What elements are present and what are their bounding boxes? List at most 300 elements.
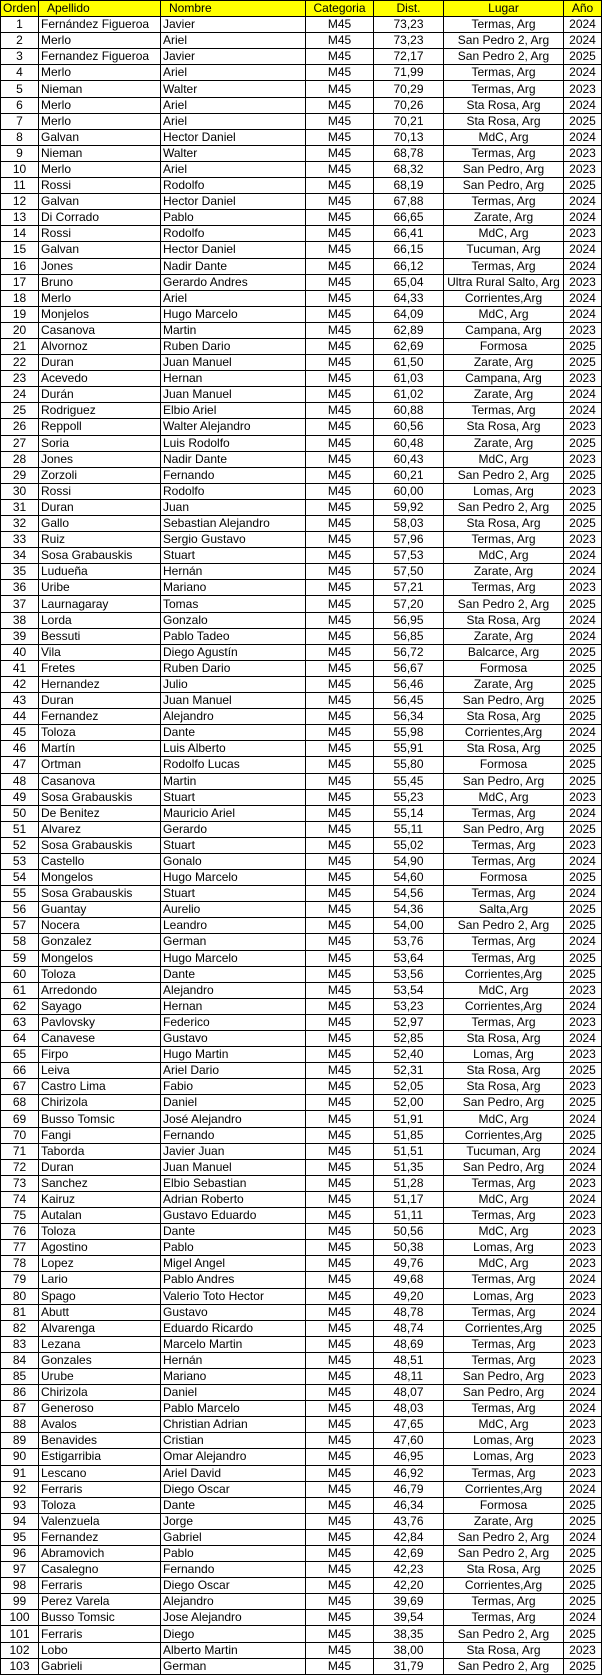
cell-apellido: Castro Lima xyxy=(39,1079,161,1095)
cell-orden: 56 xyxy=(1,902,39,918)
cell-orden: 31 xyxy=(1,499,39,515)
cell-lugar: San Pedro 2, Arg xyxy=(444,1529,564,1545)
cell-anio: 2024 xyxy=(564,564,602,580)
cell-dist: 47,65 xyxy=(374,1417,444,1433)
table-row xyxy=(1,371,602,387)
cell-lugar: Termas, Arg xyxy=(444,403,564,419)
cell-apellido: Nieman xyxy=(39,81,161,97)
cell-dist: 54,90 xyxy=(374,853,444,869)
cell-apellido: Soria xyxy=(39,435,161,451)
cell-apellido: Alvornoz xyxy=(39,338,161,354)
cell-nombre: Alejandro xyxy=(161,982,306,998)
cell-categoria: M45 xyxy=(306,435,374,451)
cell-anio: 2024 xyxy=(564,548,602,564)
cell-orden: 7 xyxy=(1,113,39,129)
table-row xyxy=(1,161,602,177)
table-row xyxy=(1,499,602,515)
cell-apellido: Gonzales xyxy=(39,1352,161,1368)
cell-dist: 60,56 xyxy=(374,419,444,435)
table-row xyxy=(1,548,602,564)
table-row xyxy=(1,982,602,998)
table-row xyxy=(1,1417,602,1433)
cell-orden: 88 xyxy=(1,1417,39,1433)
cell-orden: 65 xyxy=(1,1047,39,1063)
cell-nombre: Javier xyxy=(161,49,306,65)
cell-anio: 2024 xyxy=(564,1272,602,1288)
cell-anio: 2023 xyxy=(564,1417,602,1433)
cell-apellido: Firpo xyxy=(39,1047,161,1063)
cell-anio: 2025 xyxy=(564,467,602,483)
col-header-categoria: Categoria xyxy=(306,1,374,17)
cell-dist: 52,97 xyxy=(374,1014,444,1030)
cell-apellido: Sosa Grabauskis xyxy=(39,837,161,853)
cell-orden: 20 xyxy=(1,322,39,338)
header-row xyxy=(1,1,602,17)
cell-apellido: Lescano xyxy=(39,1465,161,1481)
cell-anio: 2025 xyxy=(564,1546,602,1562)
cell-orden: 15 xyxy=(1,242,39,258)
table-row xyxy=(1,290,602,306)
cell-anio: 2025 xyxy=(564,918,602,934)
cell-lugar: Zarate, Arg xyxy=(444,676,564,692)
table-row xyxy=(1,1288,602,1304)
cell-apellido: Rossi xyxy=(39,483,161,499)
cell-categoria: M45 xyxy=(306,1481,374,1497)
cell-orden: 73 xyxy=(1,1175,39,1191)
cell-lugar: Zarate, Arg xyxy=(444,435,564,451)
cell-lugar: Lomas, Arg xyxy=(444,1449,564,1465)
cell-dist: 39,69 xyxy=(374,1594,444,1610)
cell-dist: 52,85 xyxy=(374,1031,444,1047)
cell-orden: 68 xyxy=(1,1095,39,1111)
cell-nombre: Elbio Sebastian xyxy=(161,1175,306,1191)
table-row xyxy=(1,1594,602,1610)
cell-orden: 3 xyxy=(1,49,39,65)
table-row xyxy=(1,419,602,435)
cell-categoria: M45 xyxy=(306,1352,374,1368)
cell-categoria: M45 xyxy=(306,1497,374,1513)
table-row xyxy=(1,145,602,161)
cell-dist: 47,60 xyxy=(374,1433,444,1449)
cell-lugar: San Pedro, Arg xyxy=(444,178,564,194)
cell-orden: 52 xyxy=(1,837,39,853)
cell-categoria: M45 xyxy=(306,918,374,934)
cell-lugar: Termas, Arg xyxy=(444,1208,564,1224)
cell-dist: 70,26 xyxy=(374,97,444,113)
table-row xyxy=(1,129,602,145)
cell-lugar: Termas, Arg xyxy=(444,1352,564,1368)
cell-categoria: M45 xyxy=(306,966,374,982)
cell-dist: 54,00 xyxy=(374,918,444,934)
cell-lugar: Termas, Arg xyxy=(444,1336,564,1352)
cell-orden: 46 xyxy=(1,741,39,757)
cell-anio: 2024 xyxy=(564,886,602,902)
cell-categoria: M45 xyxy=(306,178,374,194)
cell-orden: 17 xyxy=(1,274,39,290)
cell-dist: 60,88 xyxy=(374,403,444,419)
table-row xyxy=(1,773,602,789)
table-row xyxy=(1,1079,602,1095)
cell-dist: 55,11 xyxy=(374,821,444,837)
cell-lugar: Lomas, Arg xyxy=(444,483,564,499)
cell-orden: 1 xyxy=(1,17,39,33)
cell-lugar: Termas, Arg xyxy=(444,950,564,966)
cell-anio: 2023 xyxy=(564,1256,602,1272)
cell-apellido: Benavides xyxy=(39,1433,161,1449)
cell-nombre: Rodolfo xyxy=(161,483,306,499)
cell-orden: 69 xyxy=(1,1111,39,1127)
cell-lugar: Zarate, Arg xyxy=(444,387,564,403)
cell-anio: 2023 xyxy=(564,322,602,338)
cell-nombre: Diego Oscar xyxy=(161,1481,306,1497)
cell-lugar: Corrientes,Arg xyxy=(444,1320,564,1336)
cell-lugar: MdC, Arg xyxy=(444,1256,564,1272)
cell-dist: 53,54 xyxy=(374,982,444,998)
cell-dist: 51,51 xyxy=(374,1143,444,1159)
cell-categoria: M45 xyxy=(306,33,374,49)
cell-orden: 38 xyxy=(1,612,39,628)
cell-orden: 85 xyxy=(1,1368,39,1384)
cell-orden: 53 xyxy=(1,853,39,869)
table-row xyxy=(1,693,602,709)
table-row xyxy=(1,1143,602,1159)
cell-categoria: M45 xyxy=(306,81,374,97)
cell-categoria: M45 xyxy=(306,161,374,177)
cell-orden: 76 xyxy=(1,1224,39,1240)
cell-categoria: M45 xyxy=(306,49,374,65)
cell-anio: 2023 xyxy=(564,1449,602,1465)
cell-nombre: Hernan xyxy=(161,371,306,387)
table-row xyxy=(1,516,602,532)
cell-lugar: Termas, Arg xyxy=(444,1175,564,1191)
cell-orden: 8 xyxy=(1,129,39,145)
cell-orden: 71 xyxy=(1,1143,39,1159)
cell-nombre: Daniel xyxy=(161,1095,306,1111)
cell-categoria: M45 xyxy=(306,1191,374,1207)
cell-dist: 48,78 xyxy=(374,1304,444,1320)
cell-categoria: M45 xyxy=(306,1031,374,1047)
cell-dist: 48,03 xyxy=(374,1401,444,1417)
cell-dist: 53,76 xyxy=(374,934,444,950)
cell-categoria: M45 xyxy=(306,1368,374,1384)
cell-nombre: Diego Agustín xyxy=(161,644,306,660)
cell-nombre: Walter Alejandro xyxy=(161,419,306,435)
cell-anio: 2024 xyxy=(564,1481,602,1497)
cell-dist: 60,48 xyxy=(374,435,444,451)
cell-lugar: Corrientes,Arg xyxy=(444,966,564,982)
cell-apellido: Sosa Grabauskis xyxy=(39,789,161,805)
cell-nombre: Stuart xyxy=(161,886,306,902)
cell-lugar: MdC, Arg xyxy=(444,1111,564,1127)
cell-categoria: M45 xyxy=(306,1433,374,1449)
cell-apellido: Ferraris xyxy=(39,1626,161,1642)
cell-categoria: M45 xyxy=(306,693,374,709)
cell-anio: 2023 xyxy=(564,837,602,853)
cell-apellido: Zorzoli xyxy=(39,467,161,483)
cell-dist: 60,21 xyxy=(374,467,444,483)
cell-categoria: M45 xyxy=(306,612,374,628)
cell-categoria: M45 xyxy=(306,1079,374,1095)
cell-orden: 13 xyxy=(1,210,39,226)
cell-anio: 2024 xyxy=(564,403,602,419)
cell-lugar: Zarate, Arg xyxy=(444,355,564,371)
cell-categoria: M45 xyxy=(306,580,374,596)
cell-apellido: Pavlovsky xyxy=(39,1014,161,1030)
cell-dist: 51,28 xyxy=(374,1175,444,1191)
cell-categoria: M45 xyxy=(306,1562,374,1578)
cell-nombre: Mauricio Ariel xyxy=(161,805,306,821)
table-row xyxy=(1,435,602,451)
cell-apellido: Abramovich xyxy=(39,1546,161,1562)
cell-apellido: Ludueña xyxy=(39,564,161,580)
cell-orden: 64 xyxy=(1,1031,39,1047)
table-row xyxy=(1,1240,602,1256)
cell-anio: 2023 xyxy=(564,1047,602,1063)
cell-anio: 2023 xyxy=(564,1368,602,1384)
cell-lugar: San Pedro 2, Arg xyxy=(444,467,564,483)
cell-lugar: MdC, Arg xyxy=(444,1417,564,1433)
cell-lugar: San Pedro 2, Arg xyxy=(444,1546,564,1562)
cell-lugar: Sta Rosa, Arg xyxy=(444,612,564,628)
cell-orden: 37 xyxy=(1,596,39,612)
cell-categoria: M45 xyxy=(306,644,374,660)
cell-orden: 6 xyxy=(1,97,39,113)
table-row xyxy=(1,210,602,226)
cell-orden: 4 xyxy=(1,65,39,81)
cell-dist: 62,69 xyxy=(374,338,444,354)
cell-categoria: M45 xyxy=(306,596,374,612)
cell-nombre: Pablo xyxy=(161,1546,306,1562)
cell-anio: 2025 xyxy=(564,355,602,371)
table-row xyxy=(1,725,602,741)
cell-apellido: Kairuz xyxy=(39,1191,161,1207)
cell-lugar: MdC, Arg xyxy=(444,1224,564,1240)
cell-anio: 2025 xyxy=(564,693,602,709)
cell-dist: 55,14 xyxy=(374,805,444,821)
cell-orden: 90 xyxy=(1,1449,39,1465)
cell-orden: 24 xyxy=(1,387,39,403)
cell-apellido: Duran xyxy=(39,1159,161,1175)
cell-dist: 53,56 xyxy=(374,966,444,982)
col-header-dist: Dist. xyxy=(374,1,444,17)
cell-apellido: Rossi xyxy=(39,226,161,242)
cell-anio: 2025 xyxy=(564,178,602,194)
table-row xyxy=(1,1224,602,1240)
cell-anio: 2024 xyxy=(564,805,602,821)
table-row xyxy=(1,709,602,725)
cell-nombre: Alejandro xyxy=(161,1594,306,1610)
cell-apellido: Busso Tomsic xyxy=(39,1610,161,1626)
cell-lugar: MdC, Arg xyxy=(444,789,564,805)
cell-categoria: M45 xyxy=(306,483,374,499)
table-row xyxy=(1,1610,602,1626)
cell-anio: 2025 xyxy=(564,435,602,451)
table-row xyxy=(1,1449,602,1465)
col-header-lugar: Lugar xyxy=(444,1,564,17)
table-row xyxy=(1,387,602,403)
cell-nombre: Gabriel xyxy=(161,1529,306,1545)
cell-nombre: Ariel xyxy=(161,161,306,177)
cell-nombre: Mariano xyxy=(161,1368,306,1384)
cell-anio: 2023 xyxy=(564,1352,602,1368)
cell-anio: 2025 xyxy=(564,757,602,773)
cell-lugar: Sta Rosa, Arg xyxy=(444,1031,564,1047)
cell-orden: 96 xyxy=(1,1546,39,1562)
cell-apellido: Lobo xyxy=(39,1642,161,1658)
table-row xyxy=(1,1336,602,1352)
cell-anio: 2023 xyxy=(564,371,602,387)
cell-orden: 101 xyxy=(1,1626,39,1642)
cell-categoria: M45 xyxy=(306,1143,374,1159)
table-row xyxy=(1,596,602,612)
cell-dist: 70,21 xyxy=(374,113,444,129)
cell-anio: 2023 xyxy=(564,1014,602,1030)
table-row xyxy=(1,1401,602,1417)
cell-dist: 61,02 xyxy=(374,387,444,403)
cell-lugar: Zarate, Arg xyxy=(444,210,564,226)
table-row xyxy=(1,837,602,853)
cell-categoria: M45 xyxy=(306,1175,374,1191)
cell-anio: 2025 xyxy=(564,1095,602,1111)
cell-anio: 2024 xyxy=(564,934,602,950)
cell-apellido: Casanova xyxy=(39,773,161,789)
cell-dist: 56,67 xyxy=(374,660,444,676)
cell-dist: 55,45 xyxy=(374,773,444,789)
cell-apellido: Galvan xyxy=(39,242,161,258)
cell-anio: 2023 xyxy=(564,419,602,435)
cell-dist: 60,00 xyxy=(374,483,444,499)
cell-orden: 98 xyxy=(1,1578,39,1594)
cell-anio: 2023 xyxy=(564,81,602,97)
cell-anio: 2023 xyxy=(564,1175,602,1191)
cell-dist: 58,03 xyxy=(374,516,444,532)
cell-categoria: M45 xyxy=(306,934,374,950)
cell-orden: 66 xyxy=(1,1063,39,1079)
table-row xyxy=(1,821,602,837)
cell-nombre: Cristian xyxy=(161,1433,306,1449)
table-row xyxy=(1,1658,602,1674)
cell-orden: 83 xyxy=(1,1336,39,1352)
cell-lugar: Salta,Arg xyxy=(444,902,564,918)
cell-nombre: Pablo Tadeo xyxy=(161,628,306,644)
cell-dist: 48,07 xyxy=(374,1385,444,1401)
cell-categoria: M45 xyxy=(306,1224,374,1240)
cell-apellido: Valenzuela xyxy=(39,1513,161,1529)
cell-dist: 46,95 xyxy=(374,1449,444,1465)
cell-anio: 2023 xyxy=(564,1336,602,1352)
cell-lugar: Sta Rosa, Arg xyxy=(444,516,564,532)
table-row xyxy=(1,966,602,982)
cell-categoria: M45 xyxy=(306,998,374,1014)
cell-lugar: San Pedro 2, Arg xyxy=(444,499,564,515)
table-row xyxy=(1,853,602,869)
cell-categoria: M45 xyxy=(306,1336,374,1352)
table-row xyxy=(1,355,602,371)
table-row xyxy=(1,451,602,467)
cell-apellido: Merlo xyxy=(39,33,161,49)
cell-categoria: M45 xyxy=(306,548,374,564)
cell-apellido: Busso Tomsic xyxy=(39,1111,161,1127)
cell-anio: 2024 xyxy=(564,97,602,113)
cell-apellido: Guantay xyxy=(39,902,161,918)
cell-anio: 2023 xyxy=(564,483,602,499)
cell-nombre: Ariel David xyxy=(161,1465,306,1481)
cell-dist: 70,13 xyxy=(374,129,444,145)
table-row xyxy=(1,1159,602,1175)
cell-lugar: MdC, Arg xyxy=(444,451,564,467)
cell-nombre: Hector Daniel xyxy=(161,194,306,210)
cell-nombre: Gustavo xyxy=(161,1304,306,1320)
cell-dist: 57,20 xyxy=(374,596,444,612)
cell-lugar: MdC, Arg xyxy=(444,1191,564,1207)
cell-apellido: Galvan xyxy=(39,129,161,145)
table-row xyxy=(1,870,602,886)
cell-anio: 2025 xyxy=(564,709,602,725)
cell-dist: 51,91 xyxy=(374,1111,444,1127)
cell-dist: 52,05 xyxy=(374,1079,444,1095)
cell-dist: 49,76 xyxy=(374,1256,444,1272)
cell-categoria: M45 xyxy=(306,97,374,113)
table-row xyxy=(1,1642,602,1658)
cell-orden: 74 xyxy=(1,1191,39,1207)
cell-categoria: M45 xyxy=(306,1208,374,1224)
cell-nombre: Hugo Marcelo xyxy=(161,950,306,966)
cell-anio: 2024 xyxy=(564,258,602,274)
cell-apellido: Fernandez xyxy=(39,709,161,725)
cell-apellido: Urube xyxy=(39,1368,161,1384)
cell-lugar: San Pedro, Arg xyxy=(444,161,564,177)
cell-orden: 11 xyxy=(1,178,39,194)
table-row xyxy=(1,113,602,129)
cell-lugar: Termas, Arg xyxy=(444,17,564,33)
table-row xyxy=(1,33,602,49)
cell-orden: 84 xyxy=(1,1352,39,1368)
cell-nombre: Adrian Roberto xyxy=(161,1191,306,1207)
cell-orden: 87 xyxy=(1,1401,39,1417)
cell-dist: 65,04 xyxy=(374,274,444,290)
cell-nombre: Rodolfo Lucas xyxy=(161,757,306,773)
cell-dist: 54,60 xyxy=(374,870,444,886)
cell-dist: 64,33 xyxy=(374,290,444,306)
cell-anio: 2025 xyxy=(564,821,602,837)
cell-dist: 31,79 xyxy=(374,1658,444,1674)
cell-dist: 49,20 xyxy=(374,1288,444,1304)
cell-dist: 64,09 xyxy=(374,306,444,322)
table-row xyxy=(1,564,602,580)
cell-categoria: M45 xyxy=(306,355,374,371)
cell-orden: 32 xyxy=(1,516,39,532)
cell-anio: 2025 xyxy=(564,870,602,886)
cell-nombre: Ariel xyxy=(161,97,306,113)
cell-apellido: Durán xyxy=(39,387,161,403)
cell-nombre: German xyxy=(161,934,306,950)
cell-apellido: Ruiz xyxy=(39,532,161,548)
cell-anio: 2023 xyxy=(564,982,602,998)
cell-nombre: Dante xyxy=(161,966,306,982)
cell-orden: 41 xyxy=(1,660,39,676)
cell-anio: 2024 xyxy=(564,1401,602,1417)
cell-nombre: Christian Adrian xyxy=(161,1417,306,1433)
cell-categoria: M45 xyxy=(306,1256,374,1272)
cell-lugar: San Pedro 2, Arg xyxy=(444,1626,564,1642)
cell-dist: 71,99 xyxy=(374,65,444,81)
cell-categoria: M45 xyxy=(306,1159,374,1175)
cell-lugar: Termas, Arg xyxy=(444,1594,564,1610)
cell-anio: 2023 xyxy=(564,532,602,548)
cell-orden: 99 xyxy=(1,1594,39,1610)
table-row xyxy=(1,1546,602,1562)
cell-categoria: M45 xyxy=(306,1320,374,1336)
